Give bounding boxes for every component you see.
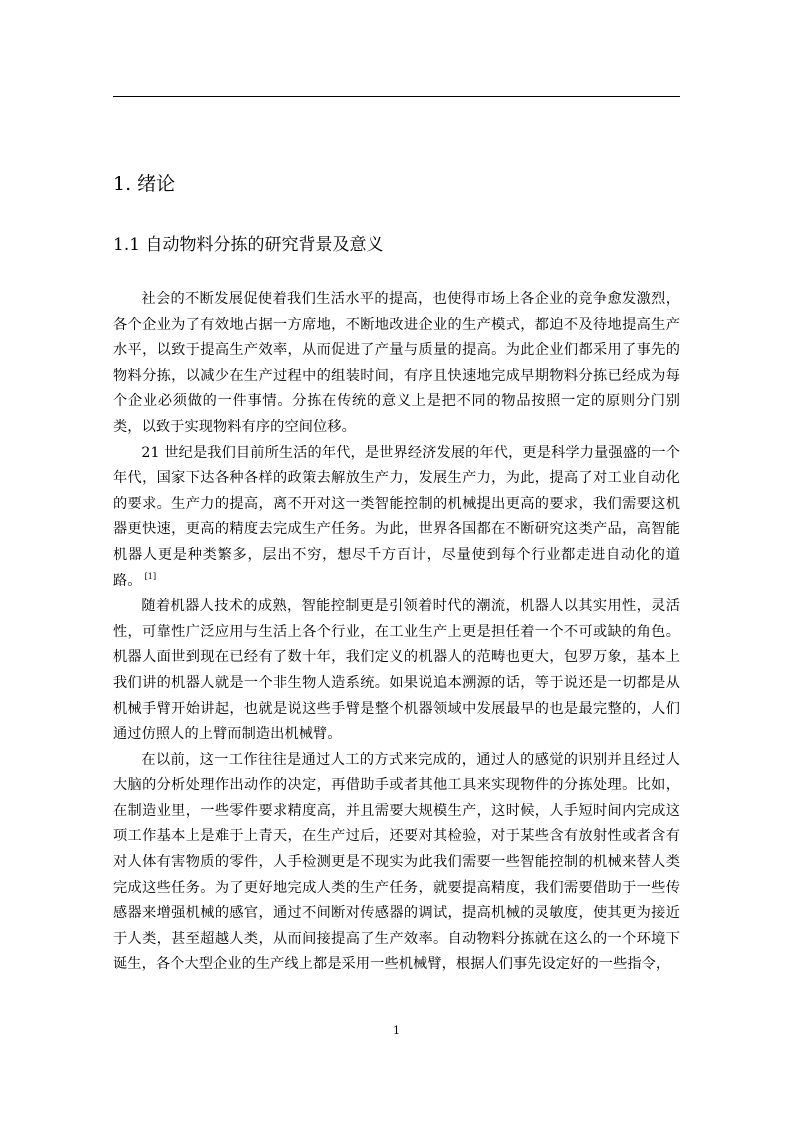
- paragraph-text: 21 世纪是我们目前所生活的年代，是世界经济发展的年代，更是科学力量强盛的一个年代，国家下达各种各样的政策去解放生产力，发展生产力，为此，提高了对工业自动化的要求。生产力的提高，离不开对这一类智能控制的机械提出更高的要求，我们需要这机器更快速，更高的精度去完成生产任务。为此，世界各国都在不断研究这类产品，高智能机器人更是种类繁多，层出不穷，想尽千方百计，尽量使到每个行业都走进自动化的道路。: [113, 444, 680, 589]
- paragraph: [113, 441, 680, 595]
- body-text: [113, 287, 680, 978]
- citation-ref: [1]: [144, 571, 157, 581]
- paragraph: [113, 287, 680, 441]
- paragraph-text: 在以前，这一工作往往是通过人工的方式来完成的，通过人的感觉的识别并且经过人大脑的分析处理作出动作的决定，再借助手或者其他工具来实现物件的分拣处理。比如，在制造业里，一些零件要求精度高，并且需要大规模生产，这时候，人手短时间内完成这项工作基本上是难于上青天，在生产过后，还要对其检验，对于某些含有放射性或者含有对人体有害物质的零件，人手检测更是不现实为此我们需要一些智能控制的机械来替人类完成这些任务。为了更好地完成人类的生产任务，就要提高精度，我们需要借助于一些传感器来增强机械的感官，通过不间断对传感器的调试，提高机械的灵敏度，使其更为接近于人类，甚至超越人类，从而间接提高了生产效率。自动物料分拣就在这么的一个环境下诞生，各个大型企业的生产线上都是采用一些机械臂，根据人们事先设定好的一些指令，: [113, 751, 680, 973]
- header-rule: [113, 96, 680, 97]
- section-title: 1.1 自动物料分拣的研究背景及意义: [113, 235, 384, 255]
- paragraph: [113, 748, 680, 978]
- paragraph: [113, 594, 680, 748]
- paragraph-text: 社会的不断发展促使着我们生活水平的提高，也使得市场上各企业的竞争愈发激烈，各个企业为了有效地占据一方席地，不断地改进企业的生产模式，都迫不及待地提高生产水平，以致于提高生产效率，从而促进了产量与质量的提高。为此企业们都采用了事先的物料分拣，以减少在生产过程中的组装时间，有序且快速地完成早期物料分拣已经成为每个企业必须做的一件事情。分拣在传统的意义上是把不同的物品按照一定的原则分门别类，以致于实现物料有序的空间位移。: [113, 291, 680, 435]
- paragraph-text: 随着机器人技术的成熟，智能控制更是引领着时代的潮流，机器人以其实用性，灵活性，可靠性广泛应用与生活上各个行业，在工业生产上更是担任着一个不可或缺的角色。机器人面世到现在已经有了数十年，我们定义的机器人的范畴也更大，包罗万象，基本上我们讲的机器人就是一个非生物人造系统。如果说追本溯源的话，等于说还是一切都是从机械手臂开始讲起，也就是说这些手臂是整个机器领域中发展最早的也是最完整的，人们通过仿照人的上臂而制造出机械臂。: [113, 598, 680, 743]
- page-number: 1: [393, 1024, 400, 1037]
- chapter-title: 1. 绪论: [113, 173, 176, 195]
